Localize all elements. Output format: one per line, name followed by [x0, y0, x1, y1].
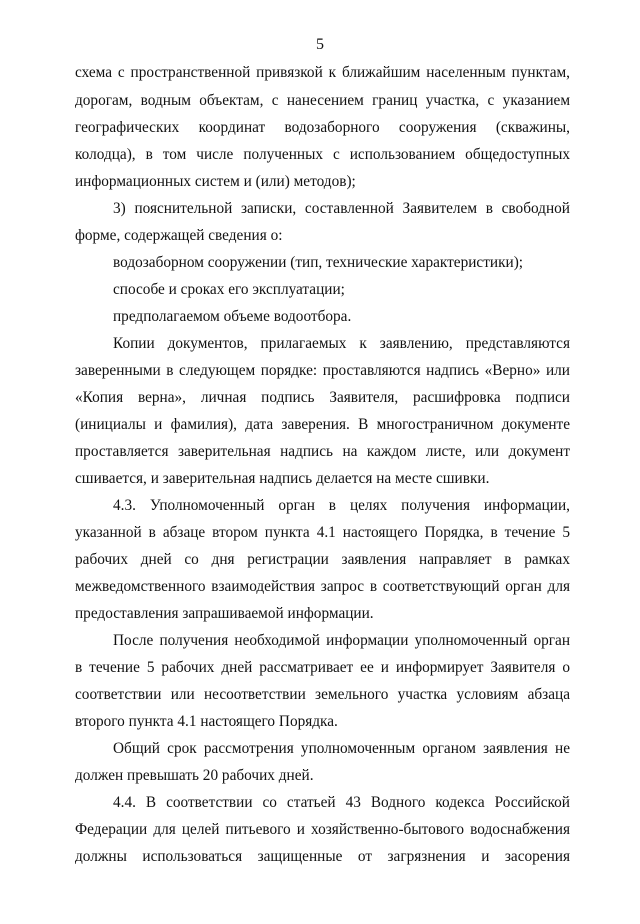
text-line: способе и сроках его эксплуатации; [113, 281, 345, 298]
text-line: сшивается, и заверительная надпись делается на месте сшивки. [75, 470, 490, 487]
text-line: предполагаемом объеме водоотбора. [113, 308, 352, 325]
text-line: информационных систем и (или) методов); [75, 173, 356, 190]
text-line: «Копия верна», личная подпись Заявителя, расшифровка подписи [75, 389, 570, 406]
text-line: в течение 5 рабочих дней рассматривает ее и информирует Заявителя о [75, 659, 570, 676]
text-line: указанной в абзаце втором пункта 4.1 настоящего Порядка, в течение 5 [75, 524, 570, 541]
text-line: 3) пояснительной записки, составленной Заявителем в свободной [113, 200, 570, 217]
text-line: 4.4. В соответствии со статьей 43 Водного кодекса Российской [113, 794, 570, 811]
text-line: колодца), в том числе полученных с использованием общедоступных [75, 146, 570, 163]
text-line: После получения необходимой информации уполномоченный орган [113, 632, 570, 649]
text-line: второго пункта 4.1 настоящего Порядка. [75, 713, 338, 730]
text-line: должны использоваться защищенные от загрязнения и засорения [75, 848, 570, 865]
text-line: дорогам, водным объектам, с нанесением границ участка, с указанием [75, 92, 570, 109]
page-number: 5 [316, 36, 324, 53]
text-line: межведомственного взаимодействия запрос в соответствующий орган для [75, 578, 570, 595]
text-line: Общий срок рассмотрения уполномоченным органом заявления не [113, 740, 570, 757]
text-line: предоставления запрашиваемой информации. [75, 605, 374, 622]
text-line: должен превышать 20 рабочих дней. [75, 767, 314, 784]
text-line: соответствии или несоответствии земельного участка условиям абзаца [75, 686, 570, 703]
text-line: (инициалы и фамилия), дата заверения. В многостраничном документе [75, 416, 570, 433]
text-line: рабочих дней со дня регистрации заявления направляет в рамках [75, 551, 570, 568]
text-line: заверенными в следующем порядке: проставляются надпись «Верно» или [75, 362, 570, 379]
text-line: Федерации для целей питьевого и хозяйственно-бытового водоснабжения [75, 821, 570, 838]
text-line: географических координат водозаборного сооружения (скважины, [75, 119, 570, 136]
text-line: водозаборном сооружении (тип, технические характеристики); [113, 254, 524, 271]
text-line: форме, содержащей сведения о: [75, 227, 283, 244]
text-line: 4.3. Уполномоченный орган в целях получения информации, [113, 497, 570, 514]
text-line: Копии документов, прилагаемых к заявлению, представляются [113, 335, 570, 352]
text-line: проставляется заверительная надпись на каждом листе, или документ [75, 443, 570, 460]
text-line: схема с пространственной привязкой к ближайшим населенным пунктам, [75, 64, 570, 81]
